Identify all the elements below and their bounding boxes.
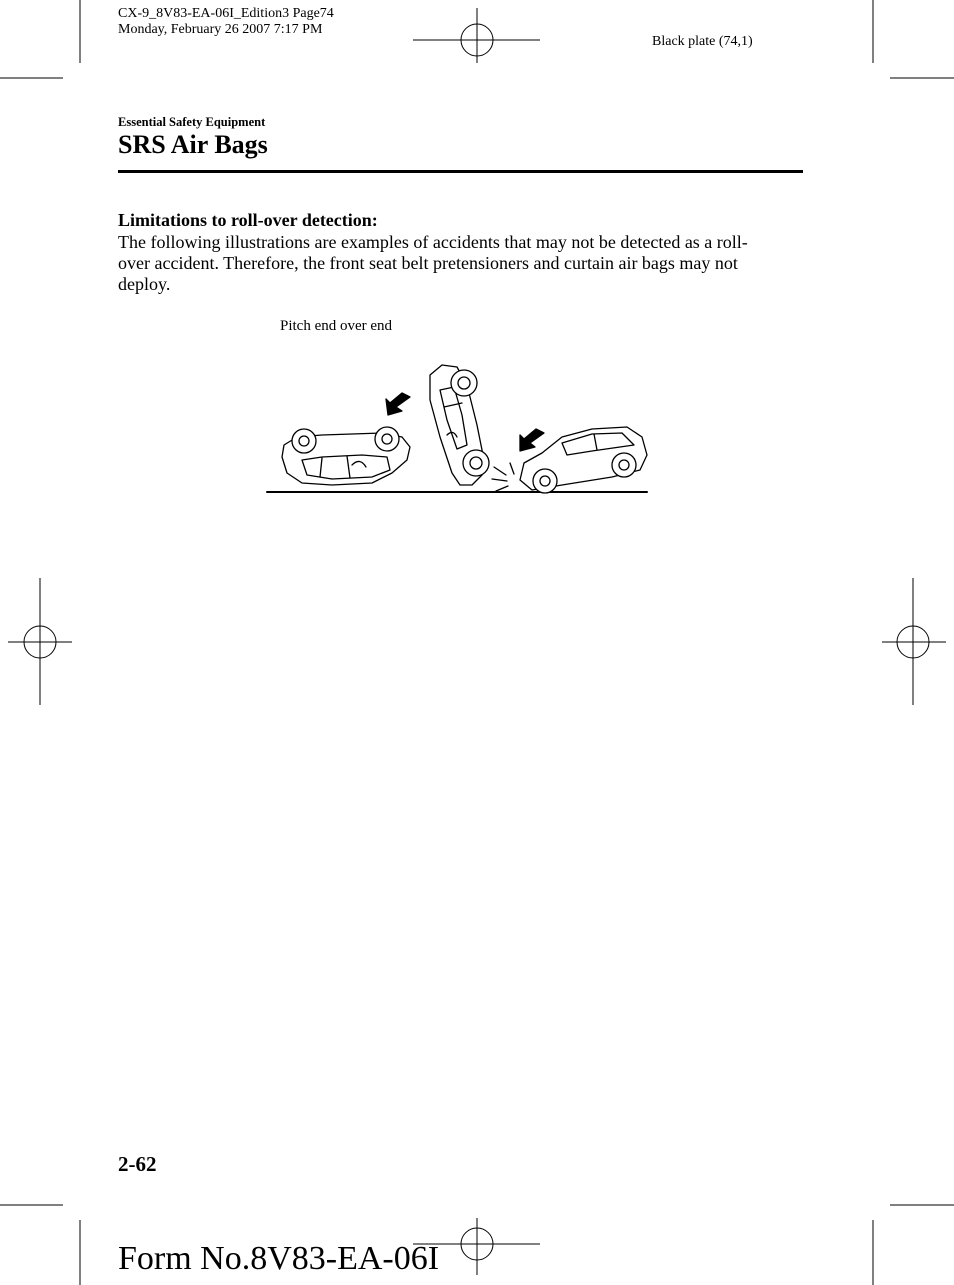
paragraph-line: The following illustrations are examples of accidents that may not be detected as a roll- bbox=[118, 232, 748, 252]
impact-burst-icon bbox=[492, 463, 514, 491]
section-label: Essential Safety Equipment bbox=[118, 115, 266, 129]
title-rule bbox=[118, 170, 803, 173]
plate-label: Black plate (74,1) bbox=[652, 34, 753, 49]
rotation-arrow-icon bbox=[386, 393, 410, 415]
print-header bbox=[118, 6, 334, 38]
page-title: SRS Air Bags bbox=[118, 130, 268, 159]
body-paragraph bbox=[118, 232, 788, 295]
print-header-line2: Monday, February 26 2007 7:17 PM bbox=[118, 22, 323, 37]
pitching-car bbox=[430, 365, 489, 485]
paragraph-line: over accident. Therefore, the front seat belt pretensioners and curtain air bags may not bbox=[118, 253, 738, 273]
figure-caption: Pitch end over end bbox=[280, 318, 393, 334]
paragraph-line: deploy. bbox=[118, 274, 171, 294]
page-number: 2-62 bbox=[118, 1152, 157, 1176]
print-header-line1: CX-9_8V83-EA-06I_Edition3 Page74 bbox=[118, 6, 334, 21]
upside-down-car bbox=[282, 427, 410, 485]
form-number: Form No.8V83-EA-06I bbox=[118, 1240, 440, 1277]
subheading: Limitations to roll-over detection: bbox=[118, 210, 378, 230]
rotation-arrow-icon bbox=[520, 429, 544, 451]
pitch-end-over-end-illustration bbox=[262, 345, 652, 500]
